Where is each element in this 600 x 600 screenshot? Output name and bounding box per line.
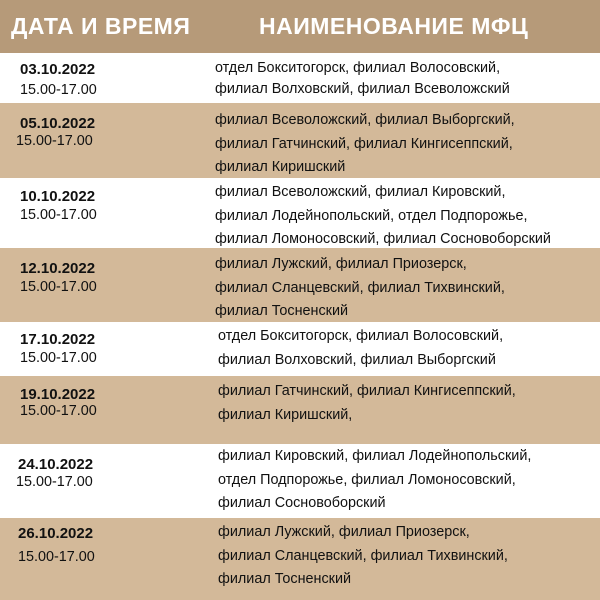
row-names — [215, 181, 551, 252]
table-row — [0, 103, 600, 178]
table-row — [0, 322, 600, 376]
table-header — [0, 0, 600, 53]
row-name-line: филиал Тосненский — [218, 571, 352, 587]
row-name-line: филиал Волховский, филиал Выборгский — [218, 351, 496, 368]
row-name-line: филиал Лужский, филиал Приозерск, — [218, 524, 470, 540]
row-name-line: филиал Тосненский — [215, 303, 349, 319]
row-date: 24.10.2022 — [18, 456, 94, 473]
table-row — [0, 444, 600, 518]
table-row — [0, 53, 600, 103]
row-names — [218, 325, 503, 372]
row-name-line: филиал Всеволожский, филиал Выборгский, — [215, 112, 515, 128]
row-name-line: филиал Всеволожский, филиал Кировский, — [215, 184, 506, 200]
row-date: 10.10.2022 — [20, 188, 96, 205]
row-name-line: филиал Ломоносовский, филиал Сосновоборский — [215, 231, 551, 247]
row-name-line: филиал Лодейнопольский, отдел Подпорожье, — [215, 207, 528, 224]
row-time: 15.00-17.00 — [20, 82, 97, 98]
row-name-line: отдел Бокситогорск, филиал Волосовский, — [218, 328, 504, 344]
row-time: 15.00-17.00 — [20, 350, 97, 366]
row-name-line: филиал Гатчинский, филиал Кингисеппский, — [218, 383, 516, 399]
row-name-line: филиал Лужский, филиал Приозерск, — [215, 256, 467, 272]
row-name-line: филиал Волховский, филиал Всеволожский — [215, 80, 510, 97]
row-names — [218, 445, 531, 516]
row-name-line: филиал Сланцевский, филиал Тихвинский, — [215, 279, 505, 296]
row-name-line: филиал Гатчинский, филиал Кингисеппский, — [215, 135, 513, 152]
row-date: 05.10.2022 — [20, 115, 96, 132]
row-name-line: филиал Киришский, — [218, 406, 353, 423]
row-time: 15.00-17.00 — [16, 133, 93, 149]
row-name-line: филиал Сосновоборский — [218, 495, 386, 511]
row-names — [215, 253, 505, 324]
row-name-line: отдел Подпорожье, филиал Ломоносовский, — [218, 471, 516, 488]
row-time: 15.00-17.00 — [18, 549, 95, 565]
row-date: 12.10.2022 — [20, 260, 96, 277]
row-date: 03.10.2022 — [20, 61, 96, 78]
row-names — [218, 380, 516, 427]
row-time: 15.00-17.00 — [20, 279, 97, 295]
row-name-line: филиал Кировский, филиал Лодейнопольский, — [218, 448, 532, 464]
row-names — [215, 109, 515, 180]
column-header-date: ДАТА И ВРЕМЯ — [11, 13, 191, 39]
table-row — [0, 518, 600, 600]
row-name-line: филиал Сланцевский, филиал Тихвинский, — [218, 547, 508, 564]
table-row — [0, 376, 600, 444]
row-date: 17.10.2022 — [20, 331, 96, 348]
row-name-line: отдел Бокситогорск, филиал Волосовский, — [215, 60, 501, 76]
row-names — [215, 58, 510, 99]
row-date: 19.10.2022 — [20, 386, 96, 403]
row-date: 26.10.2022 — [18, 525, 94, 542]
row-time: 15.00-17.00 — [20, 403, 97, 419]
table-row — [0, 178, 600, 248]
table-row — [0, 248, 600, 322]
column-header-name: НАИМЕНОВАНИЕ МФЦ — [259, 13, 529, 39]
row-time: 15.00-17.00 — [16, 474, 93, 490]
row-name-line: филиал Киришский — [215, 159, 346, 175]
row-time: 15.00-17.00 — [20, 207, 97, 223]
row-names — [218, 521, 508, 592]
